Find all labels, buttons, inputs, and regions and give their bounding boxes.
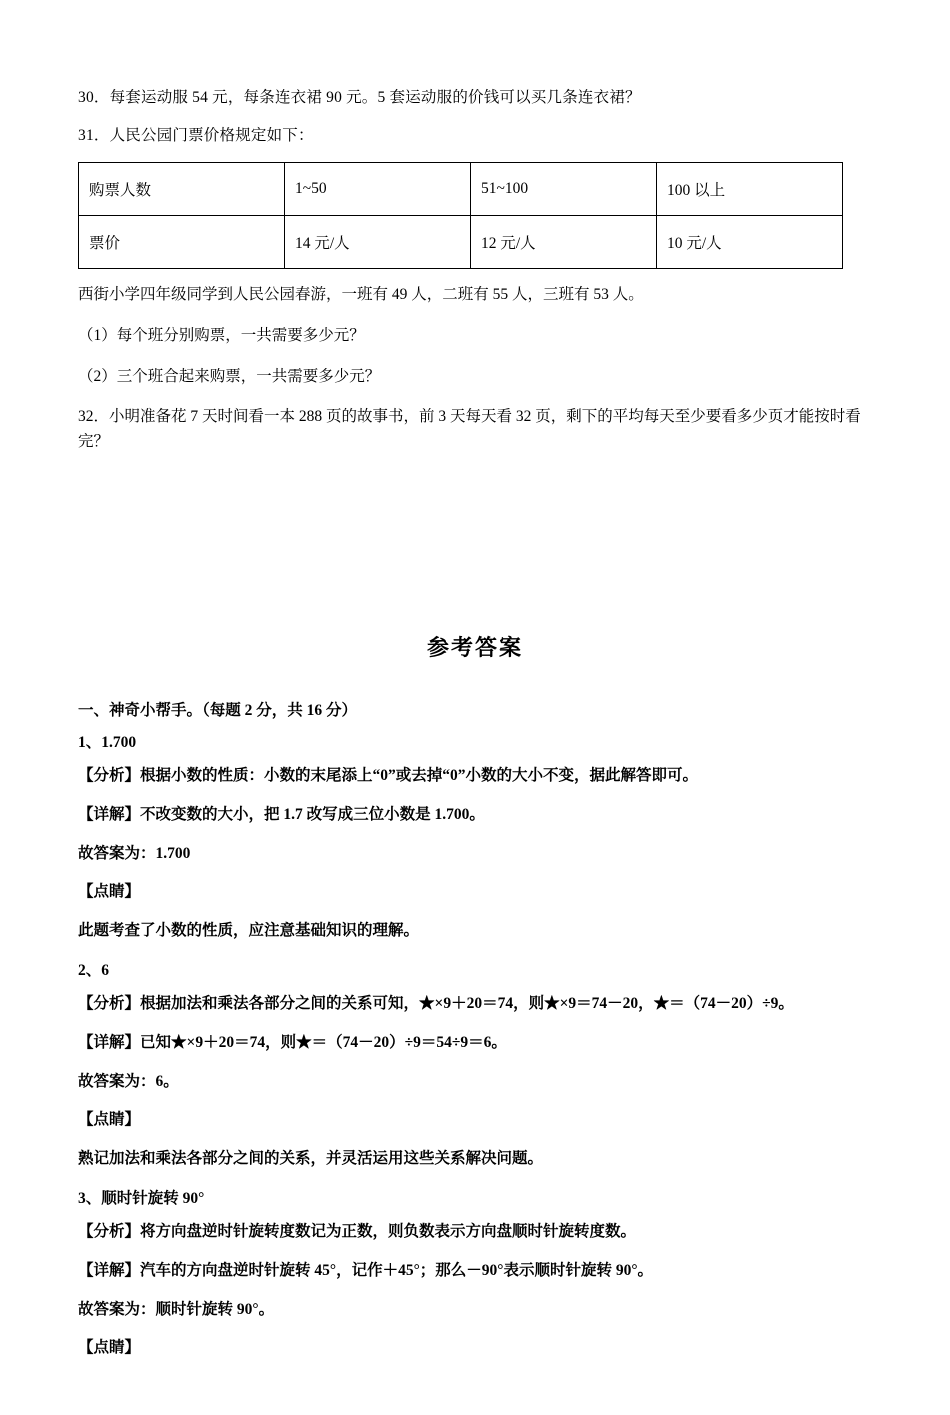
answer-2-line-3: 故答案为：6。 bbox=[78, 1072, 179, 1090]
question-31-sub-2: （2）三个班合起来购票，一共需要多少元？ bbox=[78, 367, 381, 385]
answer-3-line-4: 【点睛】 bbox=[78, 1339, 141, 1357]
vertical-spacer bbox=[78, 455, 872, 605]
question-31-body: 西街小学四年级同学到人民公园春游，一班有 49 人，二班有 55 人，三班有 53 人。 bbox=[78, 286, 644, 304]
section-heading-one: 一、神奇小帮手。（每题 2 分，共 16 分） bbox=[78, 702, 358, 720]
answer-2-line-5: 熟记加法和乘法各部分之间的关系，并灵活运用这些关系解决问题。 bbox=[78, 1150, 544, 1168]
table-row bbox=[79, 163, 843, 216]
answer-3-line-2: 【详解】汽车的方向盘逆时针旋转 45°，记作＋45°；那么－90°表示顺时针旋转 90°。 bbox=[78, 1261, 654, 1279]
question-31-sub-1: （1）每个班分别购票，一共需要多少元？ bbox=[78, 326, 365, 344]
answer-3-head: 3、顺时针旋转 90° bbox=[78, 1189, 205, 1207]
table-cell: 1~50 bbox=[285, 163, 471, 216]
answer-3-line-3: 故答案为：顺时针旋转 90°。 bbox=[78, 1300, 275, 1318]
question-31: 31．人民公园门票价格规定如下： bbox=[78, 127, 314, 145]
answer-1-line-2: 【详解】不改变数的大小，把 1.7 改写成三位小数是 1.700。 bbox=[78, 805, 485, 823]
answer-1-head: 1、1.700 bbox=[78, 734, 137, 752]
table-cell: 100 以上 bbox=[657, 163, 843, 216]
answer-1-line-1: 【分析】根据小数的性质：小数的末尾添上“0”或去掉“0”小数的大小不变，据此解答即可。 bbox=[78, 767, 699, 785]
table-cell: 10 元/人 bbox=[657, 216, 843, 269]
answer-2-line-1: 【分析】根据加法和乘法各部分之间的关系可知，★×9＋20＝74，则★×9＝74－20，★＝（74－20）÷9。 bbox=[78, 995, 794, 1012]
answer-2-line-4: 【点睛】 bbox=[78, 1111, 141, 1129]
answer-3-line-1: 【分析】将方向盘逆时针旋转度数记为正数，则负数表示方向盘顺时针旋转度数。 bbox=[78, 1222, 637, 1240]
answer-2-head: 2、6 bbox=[78, 962, 110, 979]
answer-1-line-4: 【点睛】 bbox=[78, 883, 141, 901]
question-32: 32．小明准备花 7 天时间看一本 288 页的故事书，前 3 天每天看 32 页，剩下的平均每天至少要看多少页才能按时看完？ bbox=[78, 408, 861, 451]
answer-2-line-2: 【详解】已知★×9＋20＝74，则★＝（74－20）÷9＝54÷9＝6。 bbox=[78, 1033, 507, 1051]
answers-title: 参考答案 bbox=[426, 635, 523, 661]
table-row bbox=[79, 216, 843, 269]
table-cell: 51~100 bbox=[471, 163, 657, 216]
price-table bbox=[78, 162, 843, 269]
table-cell: 购票人数 bbox=[79, 163, 285, 216]
answer-1-line-5: 此题考查了小数的性质，应注意基础知识的理解。 bbox=[78, 922, 420, 940]
table-cell: 票价 bbox=[79, 216, 285, 269]
answer-1-line-3: 故答案为：1.700 bbox=[78, 844, 191, 862]
question-30: 30．每套运动服 54 元，每条连衣裙 90 元。5 套运动服的价钱可以买几条连衣裙？ bbox=[78, 89, 641, 106]
table-cell: 12 元/人 bbox=[471, 216, 657, 269]
table-cell: 14 元/人 bbox=[285, 216, 471, 269]
